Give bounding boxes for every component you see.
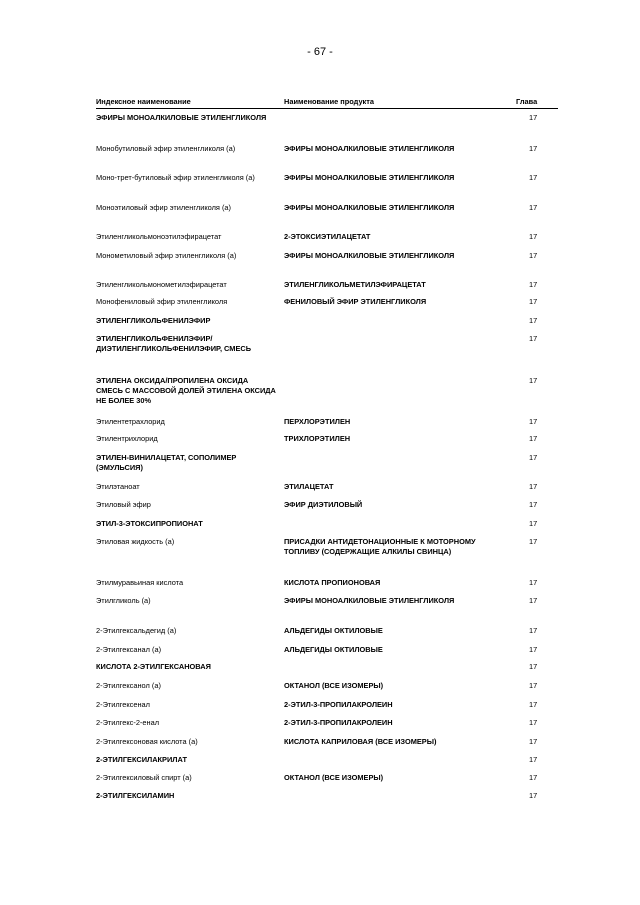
index-name-cell: Моноэтиловый эфир этиленгликоля (а) xyxy=(96,203,231,212)
index-name-cell: ЭТИЛЕНГЛИКОЛЬФЕНИЛЭФИР xyxy=(96,316,211,325)
chapter-cell: 17 xyxy=(529,737,538,746)
chapter-cell: 17 xyxy=(529,434,538,443)
product-name-cell: ОКТАНОЛ (ВСЕ ИЗОМЕРЫ) xyxy=(284,681,384,690)
product-name-cell: ЭФИРЫ МОНОАЛКИЛОВЫЕ ЭТИЛЕНГЛИКОЛЯ xyxy=(284,203,455,212)
index-name-cell: Этиленгликольмонометилэфирацетат xyxy=(96,280,227,289)
index-name-cell: Монофениловый эфир этиленгликоля xyxy=(96,297,228,306)
index-name-cell: Этилмуравьиная кислота xyxy=(96,578,184,587)
chapter-cell: 17 xyxy=(529,113,538,122)
product-name-cell: ЭФИРЫ МОНОАЛКИЛОВЫЕ ЭТИЛЕНГЛИКОЛЯ xyxy=(284,173,455,182)
index-name-cell: 2-ЭТИЛГЕКСИЛАМИН xyxy=(96,791,175,800)
product-name-cell: ЭТИЛЕНГЛИКОЛЬМЕТИЛЭФИРАЦЕТАТ xyxy=(284,280,426,289)
chapter-cell: 17 xyxy=(529,791,538,800)
chapter-cell: 17 xyxy=(529,417,538,426)
chapter-cell: 17 xyxy=(529,537,538,546)
header-index-name: Индексное наименование xyxy=(96,97,191,106)
index-name-cell: Моно-трет-бутиловый эфир этиленгликоля (а) xyxy=(96,173,255,182)
index-name-cell: 2-Этилгексоновая кислота (а) xyxy=(96,737,198,746)
product-name-cell: АЛЬДЕГИДЫ ОКТИЛОВЫЕ xyxy=(284,645,383,654)
index-name-cell: Этиленгликольмоноэтилэфирацетат xyxy=(96,232,222,241)
index-name-cell: ЭТИЛЕНА ОКСИДА/ПРОПИЛЕНА ОКСИДА СМЕСЬ С МАССОВОЙ ДОЛЕЙ ЭТИЛЕНА ОКСИДА НЕ БОЛЕЕ 30% xyxy=(96,376,276,405)
index-name-cell: 2-Этилгексиловый спирт (а) xyxy=(96,773,192,782)
index-name-cell: ЭТИЛ-3-ЭТОКСИПРОПИОНАТ xyxy=(96,519,203,528)
product-name-cell: ПЕРХЛОРЭТИЛЕН xyxy=(284,417,351,426)
index-name-cell: 2-Этилгексанол (а) xyxy=(96,681,161,690)
index-name-cell: Этилгликоль (а) xyxy=(96,596,151,605)
page-number: - 67 - xyxy=(307,46,333,58)
product-name-cell: 2-ЭТИЛ-3-ПРОПИЛАКРОЛЕИН xyxy=(284,700,393,709)
index-name-cell: Этилентетрахлорид xyxy=(96,417,165,426)
product-index-table xyxy=(96,94,558,800)
chapter-cell: 17 xyxy=(529,280,538,289)
product-name-cell: ЭФИРЫ МОНОАЛКИЛОВЫЕ ЭТИЛЕНГЛИКОЛЯ xyxy=(284,596,455,605)
index-name-cell: 2-Этилгексальдегид (а) xyxy=(96,626,177,635)
chapter-cell: 17 xyxy=(529,700,538,709)
index-name-cell: Этилентрихлорид xyxy=(96,434,158,443)
chapter-cell: 17 xyxy=(529,718,538,727)
index-name-cell: Монобутиловый эфир этиленгликоля (а) xyxy=(96,144,236,153)
product-name-cell: ОКТАНОЛ (ВСЕ ИЗОМЕРЫ) xyxy=(284,773,384,782)
chapter-cell: 17 xyxy=(529,482,538,491)
product-name-cell: ТРИХЛОРЭТИЛЕН xyxy=(284,434,351,443)
product-name-cell: ПРИСАДКИ АНТИДЕТОНАЦИОННЫЕ К МОТОРНОМУ ТОПЛИВУ (СОДЕРЖАЩИЕ АЛКИЛЫ СВИНЦА) xyxy=(284,537,476,556)
chapter-cell: 17 xyxy=(529,596,538,605)
chapter-cell: 17 xyxy=(529,519,538,528)
index-name-cell: Этиловая жидкость (а) xyxy=(96,537,175,546)
chapter-cell: 17 xyxy=(529,316,538,325)
chapter-cell: 17 xyxy=(529,232,538,241)
index-name-cell: ЭФИРЫ МОНОАЛКИЛОВЫЕ ЭТИЛЕНГЛИКОЛЯ xyxy=(96,113,267,122)
chapter-cell: 17 xyxy=(529,681,538,690)
header-product-name: Наименование продукта xyxy=(284,97,374,106)
product-name-cell: ЭТИЛАЦЕТАТ xyxy=(284,482,334,491)
chapter-cell: 17 xyxy=(529,626,538,635)
product-name-cell: 2-ЭТОКСИЭТИЛАЦЕТАТ xyxy=(284,232,371,241)
chapter-cell: 17 xyxy=(529,251,538,260)
index-name-cell: Этилэтаноат xyxy=(96,482,140,491)
index-name-cell: ЭТИЛЕНГЛИКОЛЬФЕНИЛЭФИР/ ДИЭТИЛЕНГЛИКОЛЬФЕНИЛЭФИР, СМЕСЬ xyxy=(96,334,252,353)
chapter-cell: 17 xyxy=(529,645,538,654)
chapter-cell: 17 xyxy=(529,662,538,671)
product-name-cell: ЭФИРЫ МОНОАЛКИЛОВЫЕ ЭТИЛЕНГЛИКОЛЯ xyxy=(284,251,455,260)
index-name-cell: ЭТИЛЕН-ВИНИЛАЦЕТАТ, СОПОЛИМЕР (ЭМУЛЬСИЯ) xyxy=(96,453,237,472)
index-name-cell: 2-Этилгекс-2-енал xyxy=(96,718,160,727)
index-name-cell: 2-ЭТИЛГЕКСИЛАКРИЛАТ xyxy=(96,755,187,764)
chapter-cell: 17 xyxy=(529,773,538,782)
header-chapter: Глава xyxy=(516,97,538,106)
chapter-cell: 17 xyxy=(529,334,538,343)
index-name-cell: 2-Этилгексенал xyxy=(96,700,150,709)
chapter-cell: 17 xyxy=(529,755,538,764)
product-name-cell: ЭФИР ДИЭТИЛОВЫЙ xyxy=(284,500,363,509)
chapter-cell: 17 xyxy=(529,376,538,385)
chapter-cell: 17 xyxy=(529,297,538,306)
product-name-cell: АЛЬДЕГИДЫ ОКТИЛОВЫЕ xyxy=(284,626,383,635)
chapter-cell: 17 xyxy=(529,203,538,212)
table-header xyxy=(96,94,558,109)
index-name-cell: КИСЛОТА 2-ЭТИЛГЕКСАНОВАЯ xyxy=(96,662,211,671)
product-name-cell: КИСЛОТА КАПРИЛОВАЯ (ВСЕ ИЗОМЕРЫ) xyxy=(284,737,437,746)
chapter-cell: 17 xyxy=(529,500,538,509)
product-name-cell: 2-ЭТИЛ-3-ПРОПИЛАКРОЛЕИН xyxy=(284,718,393,727)
chapter-cell: 17 xyxy=(529,578,538,587)
chapter-cell: 17 xyxy=(529,453,538,462)
index-name-cell: Этиловый эфир xyxy=(96,500,151,509)
index-name-cell: 2-Этилгексанал (а) xyxy=(96,645,162,654)
chapter-cell: 17 xyxy=(529,173,538,182)
product-name-cell: ФЕНИЛОВЫЙ ЭФИР ЭТИЛЕНГЛИКОЛЯ xyxy=(284,297,427,306)
index-name-cell: Монометиловый эфир этиленгликоля (а) xyxy=(96,251,237,260)
product-name-cell: ЭФИРЫ МОНОАЛКИЛОВЫЕ ЭТИЛЕНГЛИКОЛЯ xyxy=(284,144,455,153)
chapter-cell: 17 xyxy=(529,144,538,153)
product-name-cell: КИСЛОТА ПРОПИОНОВАЯ xyxy=(284,578,381,587)
